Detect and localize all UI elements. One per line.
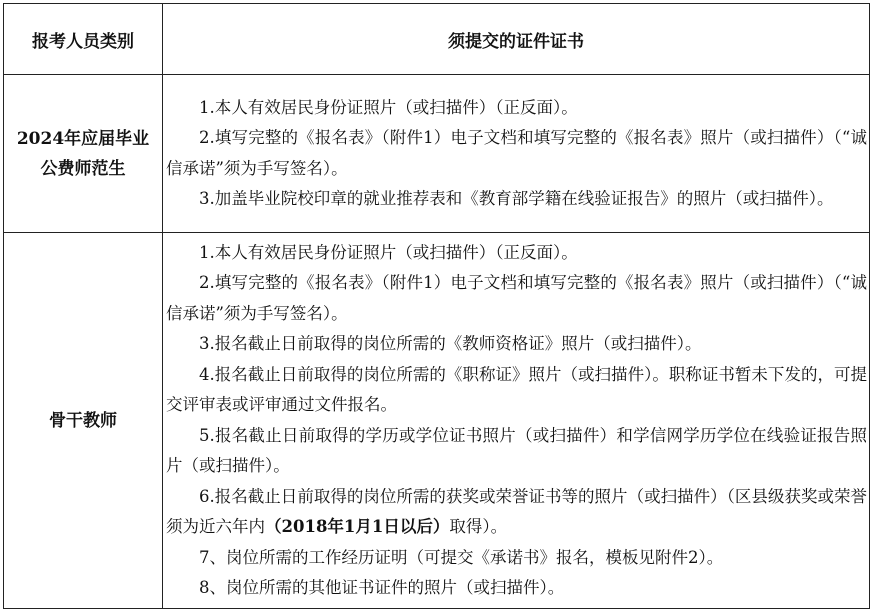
header-documents: 须提交的证件证书 — [163, 4, 870, 75]
list-item: 5.报名截止日前取得的学历或学位证书照片（或扫描件）和学信网学历学位在线验证报告照片（或扫描件）。 — [166, 425, 867, 475]
table-header-row — [4, 4, 870, 75]
category-line: 2024年应届毕业 — [16, 128, 150, 149]
header-category: 报考人员类别 — [4, 4, 163, 75]
table-row — [4, 75, 870, 233]
requirements-table — [3, 3, 870, 609]
category-line: 骨干教师 — [49, 410, 117, 431]
list-item — [166, 482, 867, 543]
list-item: 2.填写完整的《报名表》（附件1）电子文档和填写完整的《报名表》照片（或扫描件）（“诚信承诺”须为手写签名）。 — [166, 273, 867, 323]
list-item: 3.报名截止日前取得的岗位所需的《教师资格证》照片（或扫描件）。 — [199, 334, 702, 353]
list-item: 2.填写完整的《报名表》（附件1）电子文档和填写完整的《报名表》照片（或扫描件）（“诚信承诺”须为手写签名）。 — [166, 128, 867, 178]
documents-cell — [163, 75, 870, 233]
item-text: 取得）。 — [449, 517, 508, 536]
category-cell — [4, 75, 163, 233]
documents-cell — [163, 233, 870, 609]
list-item: 1.本人有效居民身份证照片（或扫描件）（正反面）。 — [199, 97, 578, 117]
list-item: 1.本人有效居民身份证照片（或扫描件）（正反面）。 — [199, 242, 578, 262]
table-row — [4, 233, 870, 609]
list-item: 4.报名截止日前取得的岗位所需的《职称证》照片（或扫描件）。职称证书暂未下发的，可提交评审表或评审通过文件报名。 — [166, 364, 867, 414]
date-emphasis: （2018年1月1日以后） — [265, 517, 450, 536]
category-line: 公费师范生 — [40, 158, 126, 179]
list-item: 8、岗位所需的其他证书证件的照片（或扫描件）。 — [199, 578, 565, 597]
item-text: 6.报名截止日前取得的岗位所需的获奖或荣誉证书等的照片（或扫描件）（区县级获奖或荣誉须为近六年内 — [166, 486, 867, 536]
list-item: 7、岗位所需的工作经历证明（可提交《承诺书》报名，模板见附件2）。 — [199, 547, 724, 567]
category-cell — [4, 233, 163, 609]
list-item: 3.加盖毕业院校印章的就业推荐表和《教育部学籍在线验证报告》的照片（或扫描件）。 — [199, 189, 834, 208]
